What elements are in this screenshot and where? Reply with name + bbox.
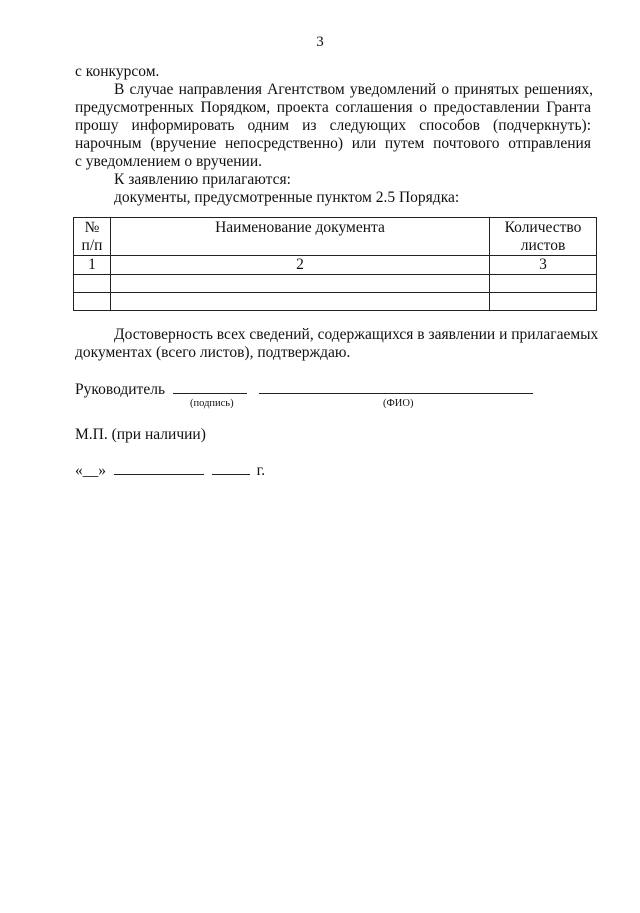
paragraph-line: с уведомлением о вручении. [75,153,262,170]
table-cell [74,275,111,293]
table-numbering-row [74,256,597,275]
header-num-line1: № [84,219,100,236]
table-header-row [74,218,597,256]
documents-table [73,217,597,311]
header-count-line1: Количество [504,219,582,236]
attachments-intro: К заявлению прилагаются: [114,171,291,188]
table-cell [111,275,490,293]
table-row [74,275,597,293]
date-year-blank [212,460,250,475]
date-row [75,460,265,480]
stamp-note: М.П. (при наличии) [75,426,206,443]
header-count-cell [490,218,597,256]
signature-label: Руководитель [75,381,166,398]
numbering-cell: 1 [74,256,111,275]
table-cell [111,293,490,311]
confirm-line: Достоверность всех сведений, содержащихся в заявлении и прилагаемых [114,326,599,343]
signature-blank [173,379,247,394]
table-cell [490,293,597,311]
header-num-line2: п/п [81,237,103,254]
header-count-line2: листов [520,237,566,254]
date-year-suffix: г. [256,462,266,479]
paragraph-line: прошу информировать одним из следующих способов (подчеркнуть): [75,117,591,134]
numbering-cell: 2 [111,256,490,275]
paragraph-line: нарочным (вручение непосредственно) или путем почтового отправления [75,135,591,152]
table-cell [74,293,111,311]
header-name-cell [111,218,490,256]
header-name: Наименование документа [215,219,385,236]
paragraph-line: с конкурсом. [75,63,160,80]
name-caption: (ФИО) [383,398,414,409]
numbering-cell: 3 [490,256,597,275]
signature-caption: (подпись) [190,398,234,409]
table-row [74,293,597,311]
header-num-cell [74,218,111,256]
paragraph-line: предусмотренных Порядком, проекта соглашения о предоставлении Гранта [75,99,591,116]
paragraph-line: В случае направления Агентством уведомлений о принятых решениях, [114,81,593,98]
attachments-docs: документы, предусмотренные пунктом 2.5 Порядка: [114,189,460,206]
date-month-blank [114,460,204,475]
page-number: 3 [316,34,324,50]
table-cell [490,275,597,293]
signature-row [75,379,533,399]
date-day: «__» [75,462,106,479]
name-blank [259,379,533,394]
confirm-line: документах (всего листов), подтверждаю. [75,344,351,361]
